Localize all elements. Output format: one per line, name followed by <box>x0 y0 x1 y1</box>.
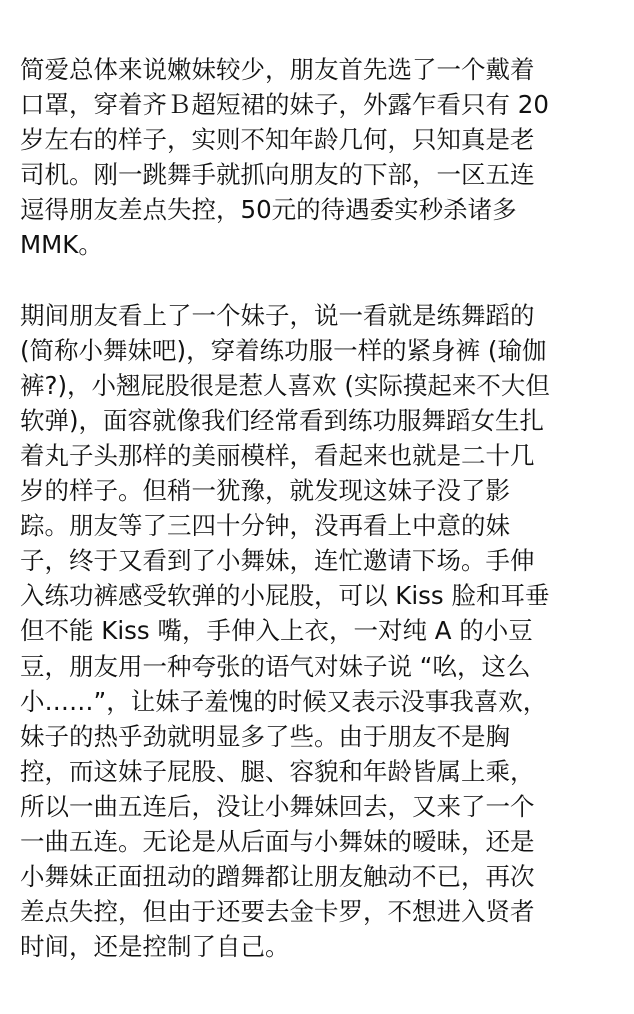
text-line: 逗得朋友差点失控，50元的待遇委实秒杀诸多 <box>20 195 517 225</box>
paragraph-1 <box>20 52 620 263</box>
text-line: 但不能 Kiss 嘴，手伸入上衣，一对纯 A 的小豆 <box>20 616 533 646</box>
text-line: 入练功裤感受软弹的小屁股，可以 Kiss 脸和耳垂 <box>20 581 550 611</box>
text-line: 司机。刚一跳舞手就抓向朋友的下部，一区五连 <box>20 160 535 190</box>
text-line: 裤?)，小翘屁股很是惹人喜欢 (实际摸起来不大但 <box>20 370 550 400</box>
text-line: 时间，还是控制了自己。 <box>20 932 290 962</box>
text-line: 控，而这妹子屁股、腿、容貌和年龄皆属上乘， <box>20 756 535 786</box>
text-line: 着丸子头那样的美丽模样，看起来也就是二十几 <box>20 440 535 470</box>
text-line: 期间朋友看上了一个妹子，说一看就是练舞蹈的 <box>20 300 535 330</box>
text-line: 所以一曲五连后，没让小舞妹回去，又来了一个 <box>20 791 535 821</box>
text-line: 小……”，让妹子羞愧的时候又表示没事我喜欢， <box>20 686 548 716</box>
text-line: 岁的样子。但稍一犹豫，就发现这妹子没了影 <box>20 476 510 506</box>
text-line: 差点失控，但由于还要去金卡罗，不想进入贤者 <box>20 897 535 927</box>
text-line: 一曲五连。无论是从后面与小舞妹的暧昧，还是 <box>20 826 535 856</box>
text-line: (简称小舞妹吧)，穿着练功服一样的紧身裤 (瑜伽 <box>20 335 547 365</box>
paragraph-2 <box>20 298 620 965</box>
article-body <box>20 52 620 964</box>
text-line: 豆，朋友用一种夸张的语气对妹子说 “吆，这么 <box>20 651 531 681</box>
text-line: 妹子的热乎劲就明显多了些。由于朋友不是胸 <box>20 721 510 751</box>
text-line: MMK。 <box>20 230 103 260</box>
paragraph-spacer <box>20 263 620 298</box>
text-line: 岁左右的样子，实则不知年龄几何，只知真是老 <box>20 125 535 155</box>
text-line: 简爱总体来说嫩妹较少，朋友首先选了一个戴着 <box>20 55 535 84</box>
text-line: 口罩，穿着齐Ｂ超短裙的妹子，外露乍看只有 20 <box>20 90 549 120</box>
text-line: 子，终于又看到了小舞妹，连忙邀请下场。手伸 <box>20 546 535 576</box>
text-line: 小舞妹正面扭动的蹭舞都让朋友触动不已，再次 <box>20 862 535 892</box>
text-line: 软弹)，面容就像我们经常看到练功服舞蹈女生扎 <box>20 405 545 435</box>
text-line: 踪。朋友等了三四十分钟，没再看上中意的妹 <box>20 511 510 541</box>
